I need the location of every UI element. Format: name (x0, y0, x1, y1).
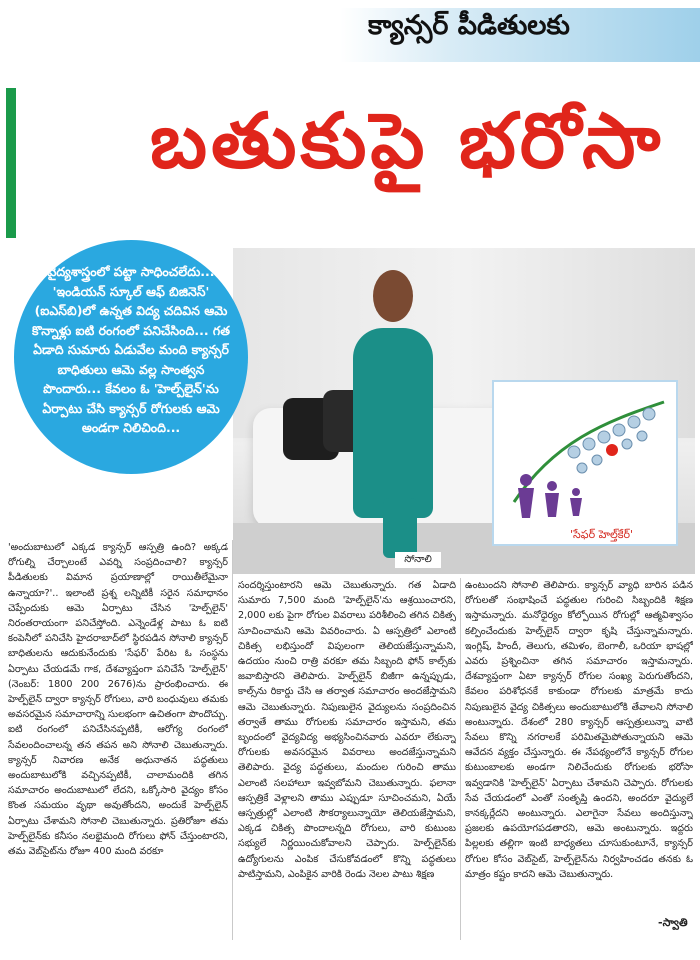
logo-caption: 'సేఫర్ హెల్త్‌కేర్' (570, 528, 634, 541)
article-column-2: సందర్శిస్తుంటారని ఆమె చెబుతున్నారు. గత ఏడాది సుమారు 7,500 మంది 'హెల్ప్‌లైన్'ను ఆశ్రయించారని, 2,000 లకు పైగా రోగుల వివరాలు పరిశీలించి తగిన చికిత్స సూచించామని ఆమె వివరించారు. ఏ ఆస్పత్రిలో ఎలాంటి చికిత్స లభిస్తుందో విపులంగా తెలియజేస్తున్నామని, ఉదయం నుంచి రాత్రి వరకూ తమ సిబ్బంది ఫోన్ కాల్స్‌కు జవాబిస్తారని తెలిపారు. హెల్ప్‌లైన్ బిజీగా ఉన్నప్పుడు, కాల్స్‌ను రికార్డు చేసి ఆ తర్వాత సమాచారం అందజేస్తామని ఆమె చెబుతున్నారు. నిపుణులైన వైద్యులను సంప్రదించిన తర్వాతే తాము రోగులకు సమాచారం ఇస్తామని, తమ బృందంలో వైద్యవిద్య అభ్యసించినవారు ఎవరూ లేకున్నా రోగులకు అవసరమైన వివరాలు అందజేస్తున్నామని తెలిపారు. వైద్య పద్ధతులు, మందుల గురించి తాము ఎలాంటి సలహాలూ ఇవ్వబోమని చెబుతున్నారు. ఫలానా ఆస్పత్రికే వెళ్లాలని తాము ఎప్పుడూ సూచించమని, ఏయే ఆస్పత్రుల్లో ఎలాంటి సౌకర్యాలున్నాయో తెలియజేస్తామని, ఎక్కడ చికిత్స పొందాలన్నది రోగులు, వారి కుటుంబ సభ్యులే నిర్ణయించుకోవాలని చెప్పారు. హెల్ప్‌లైన్‌కు ఉద్యోగులను ఎంపిక చేసుకోవడంలో కొన్ని పద్ధతులు పాటిస్తామని, ఎంపికైన వారికి రెండు నెలల పాటు శిక్షణ (238, 580, 456, 880)
kicker-title: క్యాన్సర్ పీడితులకు (368, 10, 570, 41)
article-column-3: ఉంటుందని సోనాలి తెలిపారు. క్యాన్సర్ వ్యాధి బారిన పడిన రోగులతో సంభాషించే పద్ధతుల గురించి సిబ్బందికి శిక్షణ ఇస్తామన్నారు. మనోధైర్యం కోల్పోయిన రోగుల్లో ఆత్మవిశ్వాసం కల్పించేందుకు హెల్ప్‌లైన్ ద్వారా కృషి చేస్తున్నామన్నారు. ఇంగ్లిష్, హిందీ, తెలుగు, తమిళం, బెంగాలీ, ఒరియా భాషల్లో ఎవరు ప్రశ్నించినా తగిన సమాచారం ఇస్తామన్నారు. దేశవ్యాప్తంగా ఏటా క్యాన్సర్ రోగుల సంఖ్య పెరుగుతోందని, కేవలం పరిశోధనకే కాకుండా రోగులకు మాత్రమే కాదు నిపుణులైన వైద్య చికిత్సలు అందుబాటులోకి తేవాలని సోనాలి అంటున్నారు. దేశంలో 280 క్యాన్సర్ ఆస్పత్రులున్నా వాటి సేవలు కొన్ని నగరాలకే పరిమితమైపోతున్నాయని ఆమె ఆవేదన వ్యక్తం చేస్తున్నారు. ఈ నేపథ్యంలోనే క్యాన్సర్ రోగుల కుటుంబాలకు అండగా నిలిచేందుకు రోగులకు భరోసా ఇవ్వడానికి 'హెల్ప్‌లైన్' ఏర్పాటు చేశామని చెప్పారు. రోగులకు సేవ చేయడంలో ఎంతో సంతృప్తి ఉందని, అందరూ వైద్యులే కానక్కర్లేదని అంటున్నారు. ఎలాగైనా సేవలు అందిస్తున్నా ప్రజలకు ఉపయోగపడతారని, ఆమె అంటున్నారు. ఇద్దరు పిల్లలకు తల్లిగా ఇంటి బాధ్యతలు చూసుకుంటూనే, క్యాన్సర్ రోగుల కోసం వెబ్‌సైట్, హెల్ప్‌లైన్‌ను నిర్వహించడం తనకు ఓ మాత్రం కష్టం కాదని ఆమె చెబుతున్నారు. (465, 580, 693, 880)
dna-logo-icon (494, 382, 680, 548)
column-divider (460, 578, 461, 940)
green-accent-bar (6, 88, 16, 238)
photo-person-head (373, 270, 413, 322)
intro-circle (14, 240, 248, 474)
byline: -స్వాతి (658, 916, 688, 929)
article-column-1: 'అందుబాటులో ఎక్కడ క్యాన్సర్ ఆస్పత్రి ఉంది? అక్కడ రోగుల్ని చేర్చాలంటే ఎవర్ని సంప్రదించాలి? క్యాన్సర్ పీడితులకు విమాన ప్రయాణాల్లో రాయితీలేమైనా ఉన్నాయా?'.. ఇలాంటి ప్రశ్న లన్నిటికీ సరైన సమాధానం చెప్పేందుకు ఆమె ఏర్పాటు చేసిన 'హెల్ప్‌లైన్' నిరంతరాయంగా పనిచేస్తోంది. ఎన్నెండేళ్ల పాటు ఓ ఐటి కంపెనీలో పనిచేసి హైదరాబాద్‌లో స్థిరపడిన సోనాలి క్యాన్సర్ బాధితులను ఆదుకునేందుకు 'సేఫర్' పేరిట ఓ సంస్థను ఏర్పాటు చేయడమే గాక, దేశవ్యాప్తంగా పనిచేసే 'హెల్ప్‌లైన్' (నెంబర్: 1800 200 2676)ను ప్రారంభించారు. ఈ హెల్ప్‌లైన్ ద్వారా క్యాన్సర్ రోగులు, వారి బంధువులు తమకు అవసరమైన సమాచారాన్ని సులభంగా ఉచితంగా పొందొచ్చు. ఐటి రంగంలో పనిచేసినప్పటికీ, ఆరోగ్య రంగంలో సేవలందించాలన్న తన తపన అని సోనాలి చెబుతున్నారు. క్యాన్సర్ నివారణ అనేక అధునాతన పద్ధతులు అందుబాటులోకి వచ్చినప్పటికీ, చాలామందికి తగిన సమాచారం అందుబాటులో లేదని, ఒక్కోసారి వైద్యం కోసం కొంత సమయం వృథా అవుతోందని, అందుకే హెల్ప్‌లైన్ ఏర్పాటు చేశామని సోనాలి చెబుతున్నారు. ప్రతిరోజూ తమ హెల్ప్‌లైన్‌కు కనీసం నలభైమంది రోగులు ఫోన్ చేస్తుంటారని, తమ వెబ్‌సైట్‌ను రోజూ 400 మంది వరకూ (8, 542, 228, 858)
headline: బతుకుపై భరోసా (150, 96, 665, 185)
photo-caption: సోనాలి (395, 552, 441, 568)
photo-person-body (353, 328, 433, 518)
column-divider (232, 540, 233, 940)
logo-inset (492, 380, 678, 546)
intro-text: వైద్యశాస్త్రంలో పట్టా సాధించలేదు... 'ఇండియన్ స్కూల్ ఆఫ్ బిజినెస్' (ఐఎస్‌బి)లో ఉన్నత విద్య చదివిన ఆమె కొన్నాళ్లు ఐటి రంగంలో పనిచేసింది... గత ఏడాది సుమారు ఏడువేల మంది క్యాన్సర్ బాధితులు ఆమె వల్ల సాంత్వన పొందారు... కేవలం ఓ 'హెల్ప్‌లైన్'ను ఏర్పాటు చేసి క్యాన్సర్ రోగులకు ఆమె అండగా నిలిచింది... (32, 264, 230, 435)
photo-person-legs (383, 498, 417, 558)
